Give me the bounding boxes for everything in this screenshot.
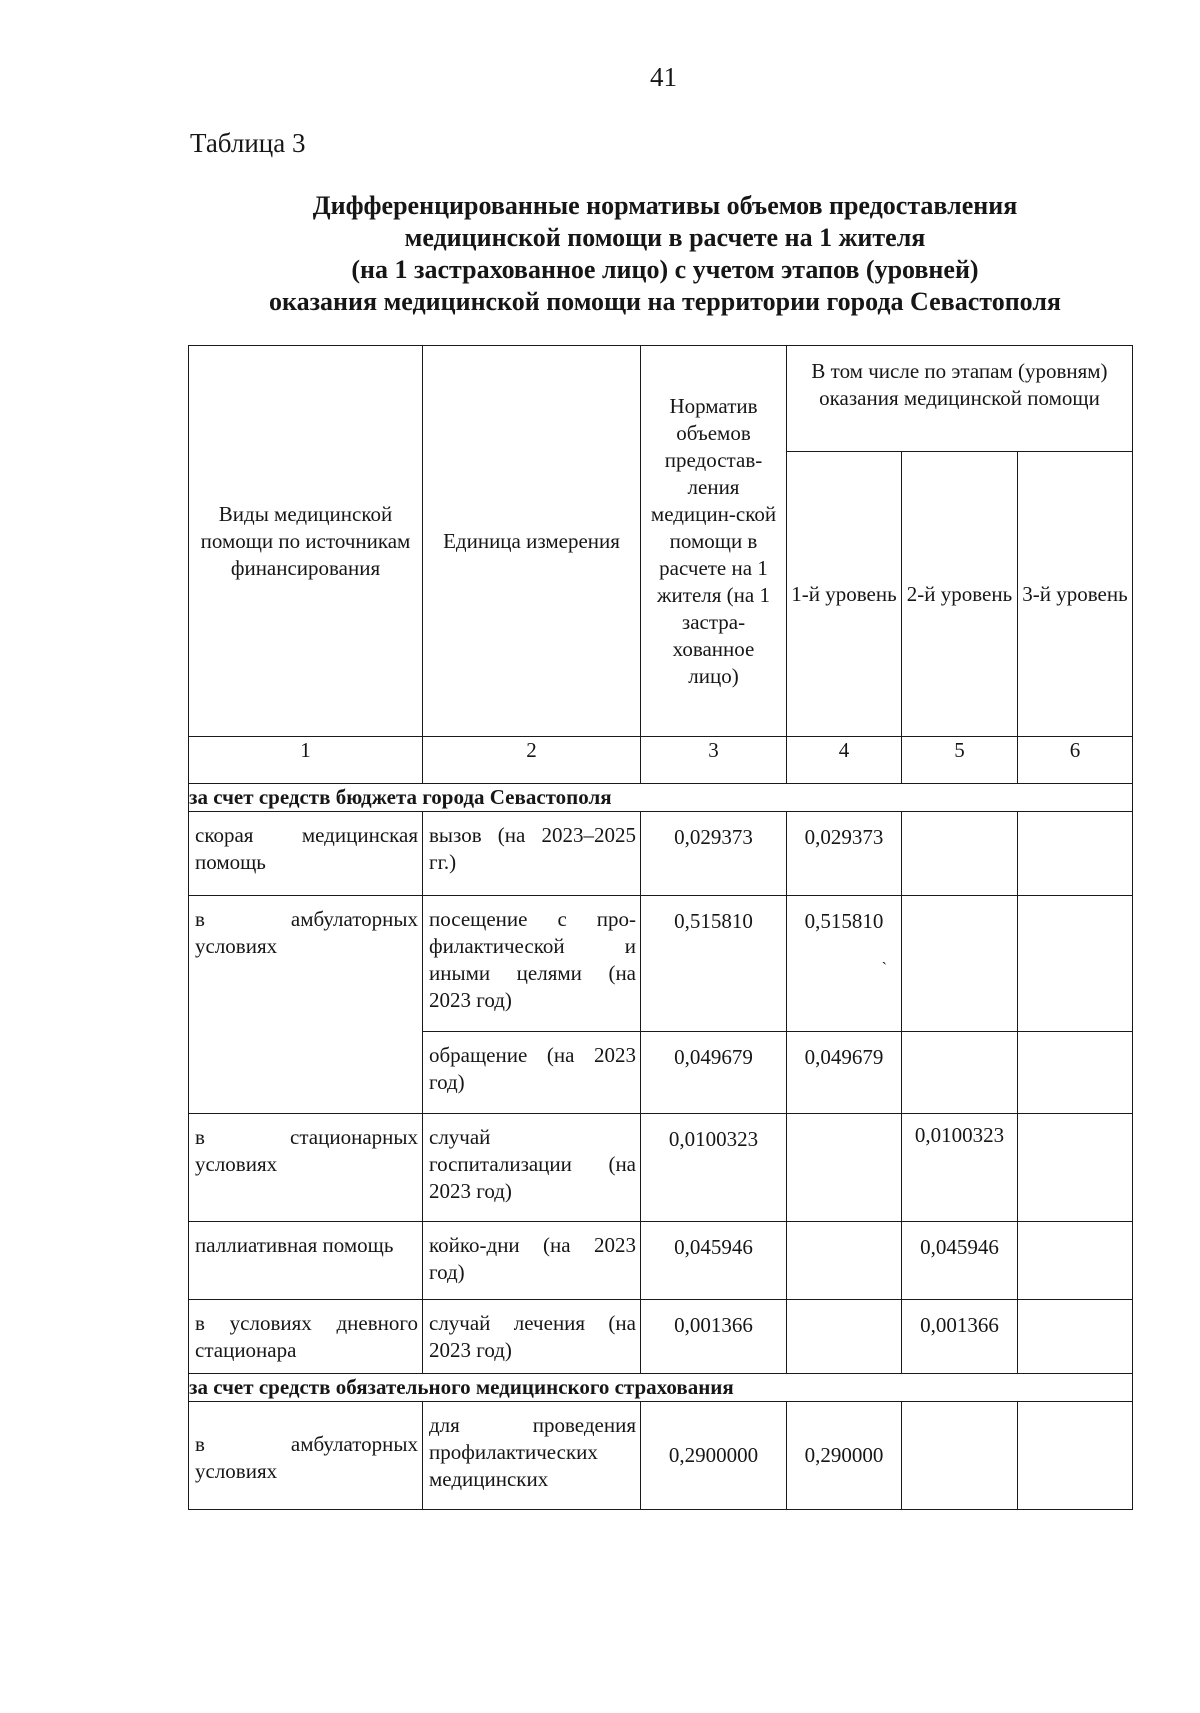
column-number: 4 (787, 737, 902, 784)
cell-level-3 (1018, 812, 1133, 896)
cell-level-1 (787, 1222, 902, 1300)
table-row (189, 1222, 1133, 1300)
title-line: медицинской помощи в расчете на 1 жителя (404, 223, 926, 252)
column-number: 2 (423, 737, 641, 784)
cell-level-3 (1018, 896, 1133, 1032)
cell-type: в условиях дневного стационара (189, 1300, 423, 1374)
cell-unit: случай госпитализации (на 2023 год) (423, 1114, 641, 1222)
header-unit: Единица измерения (423, 346, 641, 737)
title-line: (на 1 застрахованное лицо) с учетом этапов (уровней) (351, 255, 979, 284)
cell-type: паллиативная помощь (189, 1222, 423, 1300)
section-row-oms (189, 1374, 1133, 1402)
cell-unit: обращение (на 2023 год) (423, 1032, 641, 1114)
cell-level-2 (902, 1032, 1018, 1114)
document-title (205, 190, 1125, 318)
cell-level-1-value: 0,515810 (804, 909, 884, 933)
table-row (189, 1300, 1133, 1374)
column-number: 3 (641, 737, 787, 784)
header-type: Виды медицинской помощи по источникам финансирования (189, 346, 423, 737)
cell-unit: койко-дни (на 2023 год) (423, 1222, 641, 1300)
header-level-1: 1-й уровень (787, 452, 902, 737)
cell-unit: посещение с про-филактической и иными целями (на 2023 год) (423, 896, 641, 1032)
cell-norm: 0,001366 (641, 1300, 787, 1374)
cell-level-1 (787, 1114, 902, 1222)
cell-level-1: 0,029373 (787, 812, 902, 896)
column-number: 5 (902, 737, 1018, 784)
table-label: Таблица 3 (190, 128, 306, 158)
column-number-row (189, 737, 1133, 784)
cell-type: в стационарных условиях (189, 1114, 423, 1222)
cell-type: в амбулаторных условиях (189, 1402, 423, 1510)
header-level-3: 3-й уровень (1018, 452, 1133, 737)
column-number: 6 (1018, 737, 1133, 784)
column-number: 1 (189, 737, 423, 784)
cell-norm: 0,2900000 (641, 1402, 787, 1510)
cell-level-2 (902, 812, 1018, 896)
cell-level-2 (902, 1402, 1018, 1510)
table-row (189, 1114, 1133, 1222)
cell-type: скорая медицинская помощь (189, 812, 423, 896)
cell-level-1: 0,049679 (787, 1032, 902, 1114)
header-norm: Норматив объемов предостав-ления медицин-ской помощи в расчете на 1 жителя (на 1 застра-хованное лицо) (641, 346, 787, 737)
stray-mark: ` (881, 960, 887, 977)
table-row (189, 1402, 1133, 1510)
cell-norm: 0,049679 (641, 1032, 787, 1114)
page-number: 41 (650, 62, 677, 92)
cell-unit: случай лечения (на 2023 год) (423, 1300, 641, 1374)
section-row-budget (189, 784, 1133, 812)
table-row (189, 896, 1133, 1032)
cell-level-2: 0,0100323 (902, 1114, 1018, 1222)
cell-level-1 (787, 896, 902, 1032)
section-title-budget: за счет средств бюджета города Севастополя (189, 784, 1133, 812)
header-level-2: 2-й уровень (902, 452, 1018, 737)
cell-level-3 (1018, 1032, 1133, 1114)
cell-norm: 0,045946 (641, 1222, 787, 1300)
cell-level-3 (1018, 1300, 1133, 1374)
cell-level-3 (1018, 1114, 1133, 1222)
norms-table (188, 345, 1133, 1510)
cell-level-3 (1018, 1402, 1133, 1510)
cell-level-2: 0,045946 (902, 1222, 1018, 1300)
cell-norm: 0,515810 (641, 896, 787, 1032)
cell-level-1: 0,290000 (787, 1402, 902, 1510)
cell-level-2 (902, 896, 1018, 1032)
cell-level-1 (787, 1300, 902, 1374)
cell-level-3 (1018, 1222, 1133, 1300)
header-stages: В том числе по этапам (уровням) оказания медицинской помощи (787, 346, 1133, 452)
cell-norm: 0,0100323 (641, 1114, 787, 1222)
cell-type: в амбулаторных условиях (189, 896, 423, 1114)
cell-unit: вызов (на 2023–2025 гг.) (423, 812, 641, 896)
cell-level-2: 0,001366 (902, 1300, 1018, 1374)
table-row (189, 812, 1133, 896)
title-line: Дифференцированные нормативы объемов предоставления (312, 191, 1018, 220)
cell-unit: для проведения профилактических медицинских (423, 1402, 641, 1510)
cell-norm: 0,029373 (641, 812, 787, 896)
title-line: оказания медицинской помощи на территории города Севастополя (269, 287, 1061, 316)
section-title-oms: за счет средств обязательного медицинского страхования (189, 1374, 1133, 1402)
